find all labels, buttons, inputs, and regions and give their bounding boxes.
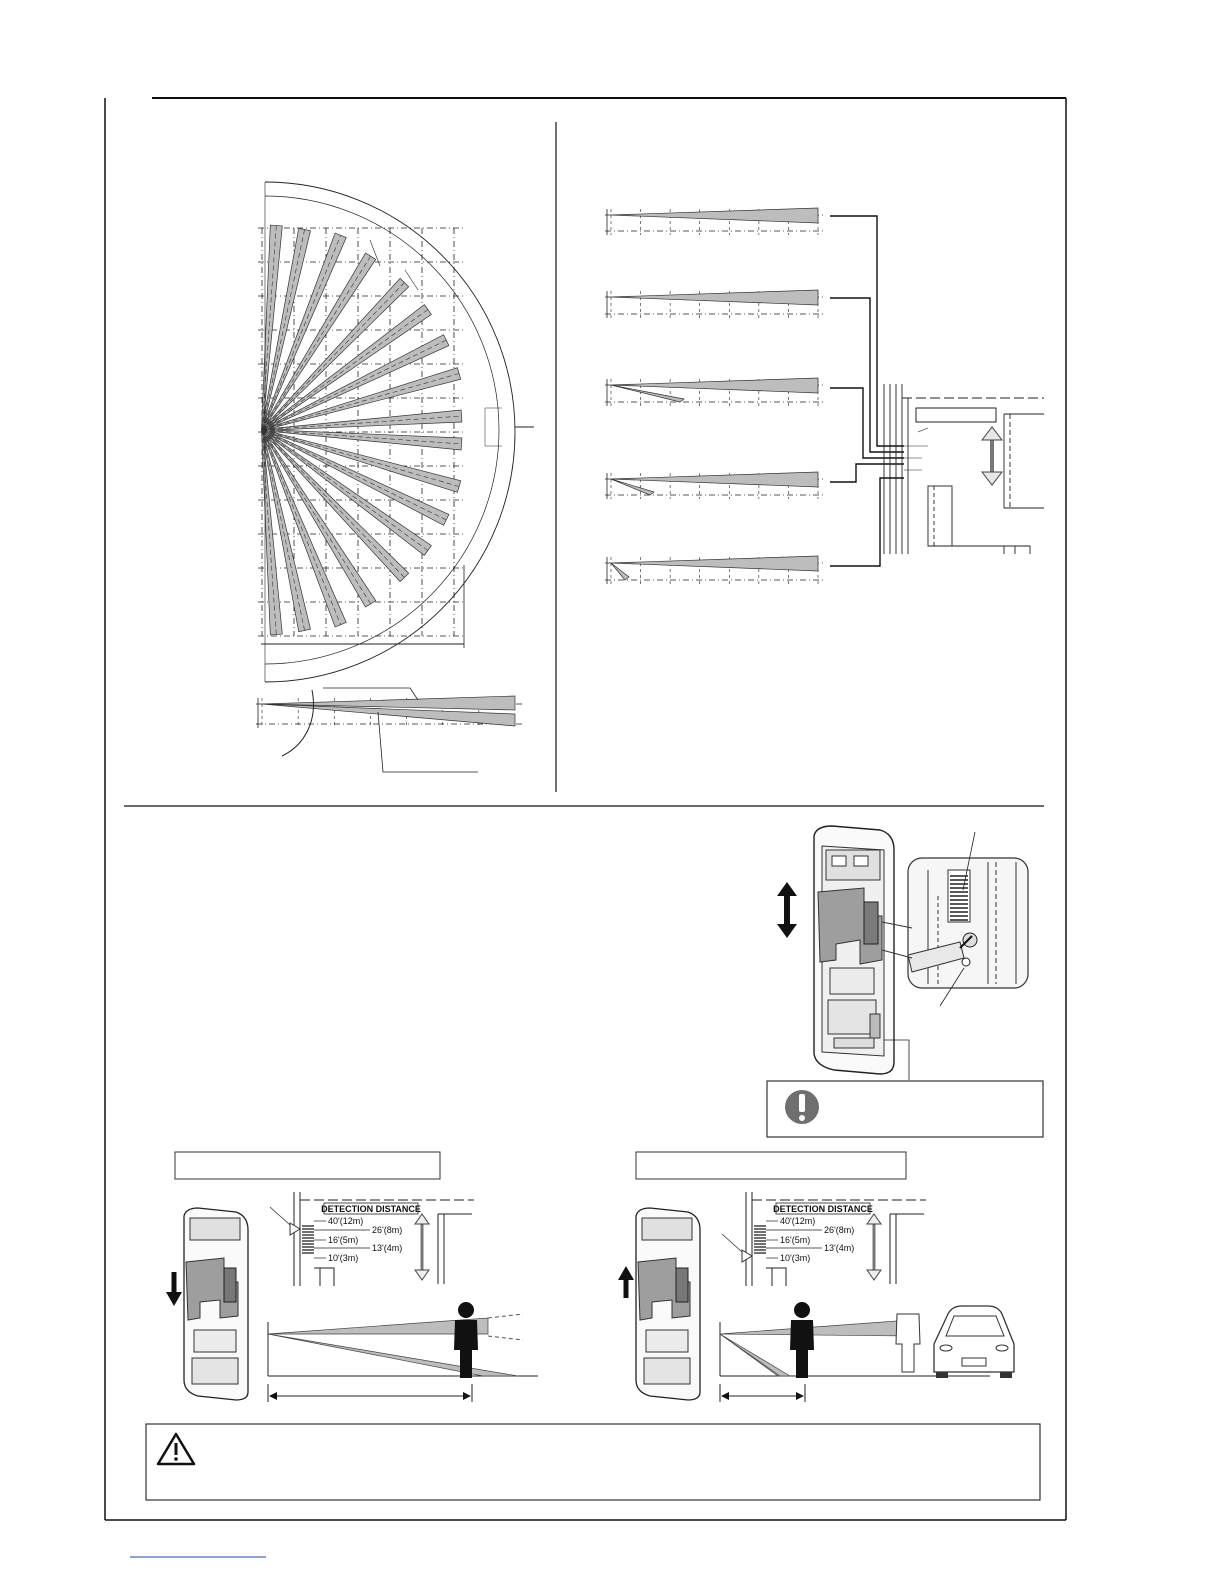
side-view — [605, 208, 826, 235]
person-figure — [790, 1302, 814, 1378]
car-windshield — [946, 1316, 1004, 1336]
detection-distance-heading: DETECTION DISTANCE — [773, 1204, 873, 1214]
car-wheel-left — [936, 1372, 948, 1378]
panel-device — [184, 1208, 248, 1400]
device-selector — [224, 1268, 236, 1302]
scale-door — [890, 1214, 924, 1284]
detection-distance-heading: DETECTION DISTANCE — [321, 1204, 421, 1214]
panel-device — [636, 1208, 700, 1400]
panel-up-adjust — [618, 1192, 1014, 1402]
device-selector — [676, 1268, 688, 1302]
beam-upper — [720, 1320, 910, 1336]
scale-arrow-up — [415, 1214, 429, 1224]
beam-upper-extension — [488, 1314, 523, 1318]
side-view — [605, 472, 826, 499]
side-view — [256, 696, 523, 728]
side-view-diagram — [256, 696, 523, 728]
scale-pointer-leader — [270, 1207, 290, 1225]
car-wheel-right — [1000, 1372, 1012, 1378]
beam-lower — [720, 1334, 790, 1376]
detection-level-label: 10'(3m) — [328, 1253, 359, 1263]
important-notice-box — [767, 1081, 1043, 1137]
beam-lower — [268, 1334, 518, 1376]
side-view-beam — [611, 208, 818, 223]
side-view-beam — [611, 556, 818, 571]
panel-down-arrow — [166, 1292, 182, 1306]
selector-leader-lines — [830, 216, 904, 566]
side-view — [605, 378, 826, 406]
person-figure — [896, 1296, 920, 1372]
selector-detail-top — [884, 384, 1044, 554]
panel-up-arrow — [618, 1266, 634, 1280]
panel-down-adjust — [166, 1192, 538, 1402]
detection-level-label: 26'(8m) — [824, 1225, 855, 1235]
person-body — [790, 1320, 814, 1378]
side-view — [605, 290, 826, 318]
beam-lower-extension — [488, 1336, 523, 1340]
side-view-beam — [611, 472, 818, 487]
scale-lower-block — [314, 1268, 334, 1286]
panel-right-heading-box — [636, 1152, 906, 1179]
top-view-fan-diagram — [258, 182, 534, 682]
scale-arrow-down — [867, 1270, 881, 1280]
car-headlight-left — [940, 1345, 952, 1351]
car-license-plate — [962, 1358, 986, 1366]
detection-level-label: 16'(5m) — [328, 1235, 359, 1245]
panel-ground-view — [268, 1302, 538, 1402]
scale-pointer — [290, 1223, 300, 1235]
device-top-terminal — [642, 1218, 692, 1240]
person-head — [900, 1296, 916, 1312]
page-frame — [105, 98, 1066, 1557]
scale-door — [438, 1214, 472, 1284]
scale-arrow-up — [867, 1214, 881, 1224]
panel-scale-detail — [270, 1192, 474, 1286]
beam-lower-edge — [720, 1334, 780, 1376]
device-base — [192, 1358, 238, 1384]
side-view-low-beam — [611, 479, 654, 495]
device-inset-zoom — [882, 858, 1028, 988]
side-view-beam — [611, 290, 818, 305]
caution-box — [146, 1424, 1040, 1500]
device-lower-module — [194, 1330, 236, 1352]
device-lower-module — [646, 1330, 688, 1352]
scale-pointer — [742, 1250, 752, 1262]
detection-level-label: 16'(5m) — [780, 1235, 811, 1245]
detection-level-label: 10'(3m) — [780, 1253, 811, 1263]
exclamation-circle-icon — [785, 1090, 819, 1124]
detection-level-label: 40'(12m) — [328, 1216, 364, 1226]
fan-beams — [262, 225, 462, 635]
side-view — [605, 556, 826, 584]
detection-level-label: 13'(4m) — [824, 1243, 855, 1253]
scale-pointer-leader — [722, 1234, 742, 1252]
device-vertical-arrow — [777, 882, 797, 938]
panel-left-heading-box — [175, 1152, 440, 1179]
device-base — [644, 1358, 690, 1384]
scale-lower-block — [766, 1268, 786, 1286]
panel-ground-view — [720, 1296, 1014, 1402]
person-head — [458, 1302, 474, 1318]
detection-level-label: 40'(12m) — [780, 1216, 816, 1226]
side-view-beam — [262, 696, 515, 710]
person-head — [794, 1302, 810, 1318]
side-view-stack — [605, 208, 826, 584]
car-headlight-right — [996, 1345, 1008, 1351]
detection-level-label: 26'(8m) — [372, 1225, 403, 1235]
scale-arrow-down — [415, 1270, 429, 1280]
person-body — [896, 1314, 920, 1372]
detection-level-label: 13'(4m) — [372, 1243, 403, 1253]
device-top-terminal — [190, 1218, 240, 1240]
side-view-low-beam — [611, 563, 629, 580]
selector-double-arrow — [982, 427, 1002, 485]
panel-scale-detail — [722, 1192, 926, 1286]
car-illustration — [934, 1306, 1014, 1378]
